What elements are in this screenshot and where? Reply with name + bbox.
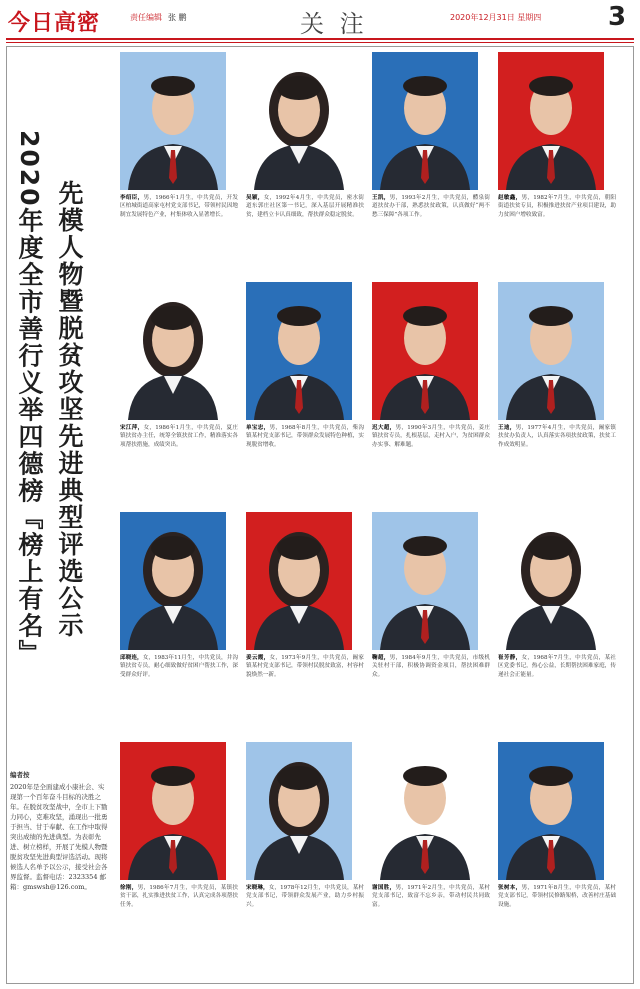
newspaper-logo: 今日高密: [8, 11, 101, 36]
editor-line: [130, 12, 187, 23]
person-name: 谢国胜，: [372, 885, 396, 891]
person-bio-text: 男，1993年2月生，中共党员，醴泉街道扶贫办干部，熟悉扶贫政策，认真做好“两不愁三保障”各项工作。: [372, 195, 490, 218]
portrait-svg: [120, 512, 226, 650]
editor-label: 责任编辑: [130, 13, 162, 22]
person-name: 宋晓琳，: [246, 885, 269, 891]
person-bio: [372, 424, 490, 506]
portrait-svg: [246, 52, 352, 190]
person-bio-text: 男，1966年1月生，中共党员，开发区柏城街道高家屯村党支部书记，带领村民因地制宜发展特色产业，村集体收入显著增长。: [120, 195, 238, 218]
headline-line-2: 2020年度全市善行义举四德榜『榜上有名』: [15, 130, 44, 667]
person-bio-text: 女，1992年4月生，中共党员，密水街道东郭庄社区第一书记，深入基层开展精准扶贫，建档立卡认真细致，帮扶群众稳定脱贫。: [246, 195, 364, 218]
portrait-photo: [372, 512, 478, 650]
portrait-photo: [120, 52, 226, 190]
person-name: 王迪，: [498, 425, 516, 431]
portrait-svg: [372, 742, 478, 880]
person-bio-text: 男，1968年8月生，中共党员，柴沟镇某村党支部书记，带领群众发展特色种植，实现脱贫增收。: [246, 425, 364, 448]
person-bio: [372, 194, 490, 276]
person-bio-text: 男，1984年9月生，中共党员，市级机关驻村干部，积极协调资金项目，帮扶困难群众。: [372, 655, 490, 678]
headline-line-1: 先模人物暨脱贫攻坚先进典型评选公示: [55, 180, 84, 639]
editor-note-label: 编者按: [10, 771, 30, 779]
person-name: 单宝忠，: [246, 425, 270, 431]
portrait-photo: [498, 52, 604, 190]
portrait-svg: [120, 282, 226, 420]
portrait-svg: [246, 282, 352, 420]
portrait-svg: [372, 282, 478, 420]
portrait-svg: [246, 742, 352, 880]
header-rule-thin: [6, 42, 634, 43]
person-name: 吴颖，: [246, 195, 264, 201]
portrait-photo: [498, 282, 604, 420]
person-name: 张树本，: [498, 885, 522, 891]
person-name: 李绍臣，: [120, 195, 144, 201]
person-name: 崔芳静，: [498, 655, 522, 661]
portrait-photo: [120, 512, 226, 650]
portrait-photo: [246, 52, 352, 190]
editor-note-text: 2020年是全面建成小康社会、实现第一个百年奋斗目标的决胜之年。在脱贫攻坚战中，全市上下勠力同心，克难攻坚，涌现出一批勇于担当、甘于奉献、在工作中取得突出成绩的先进典型。为表彰先进、树立榜样，开展了先模人物暨脱贫攻坚先进典型评选活动。现将候选人名单予以公示，接受社会各界监督。监督电话：2323354 邮箱：gmswsh@126.com。: [10, 783, 108, 891]
portrait-svg: [498, 282, 604, 420]
portrait-photo: [246, 742, 352, 880]
portrait-svg: [120, 52, 226, 190]
portrait-photo: [372, 742, 478, 880]
person-bio: [120, 884, 238, 966]
person-bio: [498, 884, 616, 966]
portrait-photo: [246, 282, 352, 420]
portrait-svg: [246, 512, 352, 650]
person-bio: [246, 424, 364, 506]
person-bio-text: 男，1982年7月生，中共党员，朝阳街道扶贫专员，积极推进扶贫产业项目建设，助力贫困户增收致富。: [498, 195, 616, 218]
portrait-svg: [372, 512, 478, 650]
person-bio: [498, 424, 616, 506]
portrait-photo: [498, 512, 604, 650]
person-bio-text: 女，1978年12月生，中共党员，某村党支部书记，带领群众发展产业，助力乡村振兴。: [246, 885, 364, 908]
person-bio: [372, 884, 490, 966]
portrait-svg: [120, 742, 226, 880]
person-bio: [120, 654, 238, 736]
person-name: 姜云霞，: [246, 655, 270, 661]
header-rule: [6, 38, 634, 40]
person-bio: [246, 654, 364, 736]
person-bio-text: 男，1977年4月生，中共党员，阚家镇扶贫办负责人，认真落实各项扶贫政策，扶贫工作成效明显。: [498, 425, 616, 448]
person-bio: [498, 194, 616, 276]
portrait-photo: [498, 742, 604, 880]
portrait-svg: [498, 742, 604, 880]
person-bio-text: 女，1983年11月生，中共党员，井沟镇扶贫专员，耐心细致做好贫困户帮扶工作，深受群众好评。: [120, 655, 238, 678]
person-name: 迟大超，: [372, 425, 396, 431]
editor-note: [10, 770, 110, 892]
page-number: 3: [608, 2, 627, 32]
portrait-photo: [120, 282, 226, 420]
person-name: 赵敏鑫，: [498, 195, 522, 201]
section-title: 关 注: [300, 10, 368, 38]
portrait-photo: [372, 52, 478, 190]
person-bio: [372, 654, 490, 736]
person-bio-text: 男，1986年7月生，中共党员，某镇扶贫干部，扎实推进扶贫工作，认真完成各项帮扶任务。: [120, 885, 238, 908]
portrait-photo: [246, 512, 352, 650]
person-bio: [246, 194, 364, 276]
portrait-photo: [372, 282, 478, 420]
editor-name: 张 鹏: [168, 13, 187, 22]
person-bio: [246, 884, 364, 966]
person-bio: [498, 654, 616, 736]
masthead: [0, 0, 640, 40]
portrait-photo: [120, 742, 226, 880]
person-bio-text: 男，1971年2月生，中共党员，某村党支部书记，致富不忘乡亲，带动村民共同致富。: [372, 885, 490, 908]
person-bio: [120, 194, 238, 276]
portrait-svg: [372, 52, 478, 190]
person-bio-text: 男，1971年8月生，中共党员，某村党支部书记，带领村民修路架桥，改善村庄基础设施。: [498, 885, 616, 908]
person-name: 邱晓连，: [120, 655, 143, 661]
person-bio: [120, 424, 238, 506]
person-name: 王凯，: [372, 195, 390, 201]
person-name: 宋江萍，: [120, 425, 144, 431]
person-bio-text: 女，1968年7月生，中共党员，某社区党委书记，热心公益，长期帮扶困难家庭，传递社会正能量。: [498, 655, 616, 678]
person-bio-text: 女，1973年9月生，中共党员，阚家镇某村党支部书记，带领村民脱贫致富，村容村貌焕然一新。: [246, 655, 364, 678]
portrait-svg: [498, 512, 604, 650]
person-name: 鞠超，: [372, 655, 390, 661]
person-bio-text: 女，1986年1月生，中共党员，夏庄镇扶贫办主任，统筹全镇扶贫工作，精准落实各项帮扶措施，成绩突出。: [120, 425, 238, 448]
issue-date: 2020年12月31日 星期四: [450, 13, 542, 22]
person-bio-text: 男，1990年3月生，中共党员，姜庄镇扶贫专员，扎根基层，走村入户，为贫困群众办实事、解难题。: [372, 425, 490, 448]
person-name: 徐刚，: [120, 885, 138, 891]
portrait-svg: [498, 52, 604, 190]
